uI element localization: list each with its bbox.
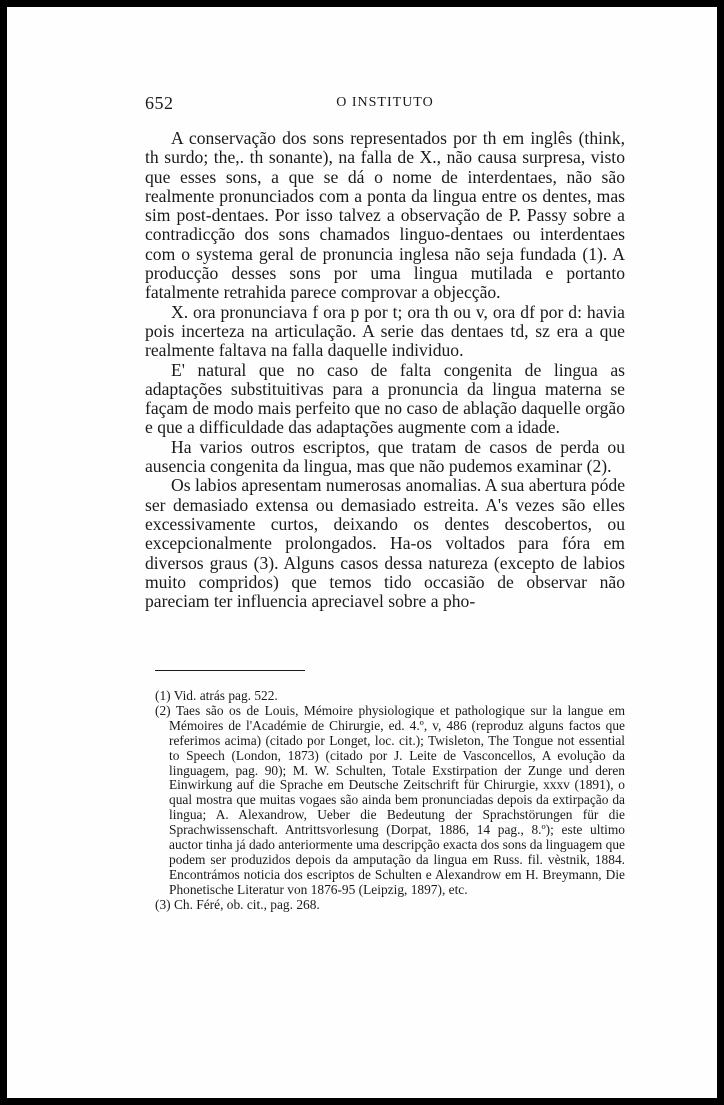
body-text: [145, 129, 625, 611]
page-number: 652: [145, 93, 174, 113]
footnote: (3) Ch. Féré, ob. cit., pag. 268.: [155, 896, 320, 912]
page-header: [145, 93, 625, 117]
paragraph: A conservação dos sons representados por th em inglês (think, th surdo; the,. th sonante), na falla de X., não causa surpresa, visto que esses sons, a que se dá o nome de interdentaes, não são realmente pronunciados com a ponta da lingua entre os dentes, mas sim post-dentaes. Por isso talvez a observação de P. Passy sobre a contradicção dos sons chamados linguo-dentaes ou interdentaes com o systema geral de pronuncia inglesa não seja fundada (1). A producção desses sons por uma lingua mutilada e portanto fatalmente retrahida parece comprovar a objecção.: [145, 128, 625, 303]
paragraph: Os labios apresentam numerosas anomalias. A sua abertura póde ser demasiado extensa ou demasiado estreita. A's vezes são elles excessivamente curtos, deixando os dentes descobertos, ou excepcionalmente prolongados. Ha-os voltados para fóra em diversos graus (3). Alguns casos dessa natureza (excepto de labios muito compridos) que temos tido occasião de observar não pareciam ter influencia apreciavel sobre a pho-: [145, 475, 625, 612]
running-title: O INSTITUTO: [336, 95, 434, 110]
footnote: (2) Taes são os de Louis, Mémoire physiologique et pathologique sur la langue em Mémoires de l'Académie de Chirurgie, ed. 4.º, v, 486 (reproduz alguns factos que referimos acima) (citado por Longet, loc. cit.); Twisleton, The Tongue not essential to Speech (London, 1873) (citado por J. Leite de Vasconcellos, A evolução da linguagem, pag. 90); M. W. Schulten, Totale Exstirpation der Zunge und deren Einwirkung auf die Sprache em Deutsche Zeitschrift für Chirurgie, xxxv (1891), o qual mostra que muitas vogaes são ainda bem pronunciadas depois da extirpação da lingua; A. Alexandrow, Ueber die Bedeutung der Sprachstörungen für die Sprachwissenschaft. Antrittsvorlesung (Dorpat, 1886, 14 pag., 8.º); este ultimo auctor tinha já dado anteriormente uma descripção exacta dos sons da linguagem que podem ser produzidos depois da amputação da lingua em Russ. fil. vèstnik, 1884. Encontrámos noticia dos escriptos de Schulten e Alexandrow em H. Breymann, Die Phonetische Literatur von 1876-95 (Leipzig, 1897), etc.: [155, 702, 625, 897]
footnote-divider: [155, 670, 305, 671]
paragraph: Ha varios outros escriptos, que tratam de casos de perda ou ausencia congenita da lingua, mas que não pudemos examinar (2).: [145, 436, 625, 477]
footnotes: [145, 689, 625, 913]
paragraph: E' natural que no caso de falta congenita de lingua as adaptações substituitivas para a pronuncia da lingua materna se façam de modo mais perfeito que no caso de ablação daquelle orgão e que a difficuldade das adaptações augmente com a idade.: [145, 359, 625, 438]
footnote: (1) Vid. atrás pag. 522.: [155, 688, 278, 703]
document-page: [7, 7, 717, 1098]
paragraph: X. ora pronunciava f ora p por t; ora th ou v, ora df por d: havia pois incerteza na articulação. A serie das dentaes td, sz era a que realmente faltava na falla daquelle individuo.: [145, 301, 625, 361]
